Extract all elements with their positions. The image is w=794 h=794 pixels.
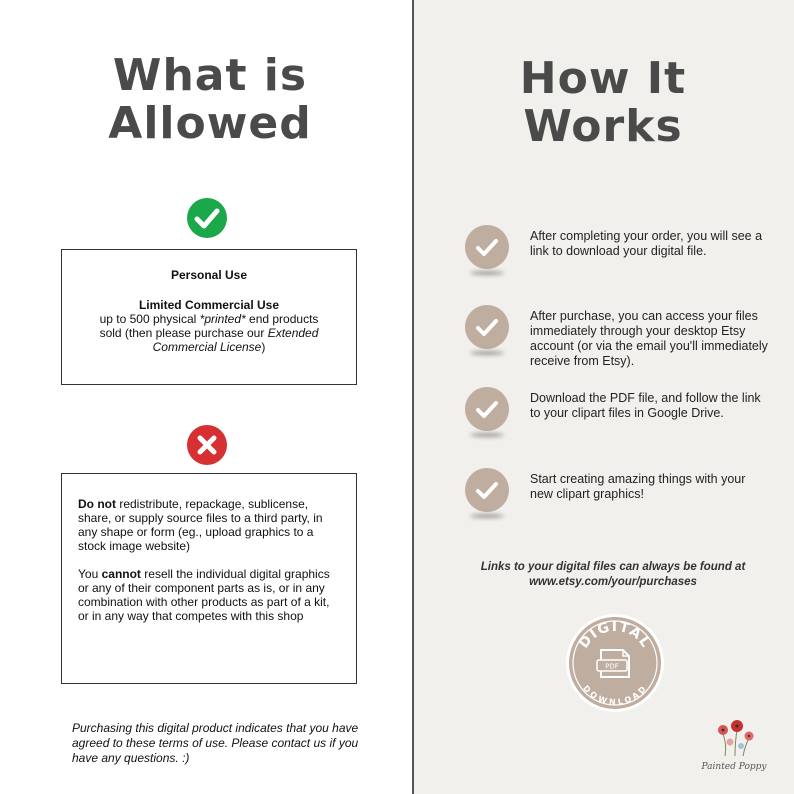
no-resell-text: You cannot resell the individual digital graphics or any of their component parts as is, or in any combination with other products as part of a kit, or in any way that competes with this shop (78, 567, 330, 623)
pdf-label: PDF (605, 662, 619, 671)
allowed-box (61, 249, 357, 385)
commercial-use-title: Limited Commercial Use (138, 298, 280, 312)
how-it-works-heading (468, 55, 738, 151)
allowed-heading (60, 52, 360, 148)
step-text: After completing your order, you will see a link to download your digital file. (530, 229, 763, 258)
allowed-heading-line2: Allowed (108, 98, 312, 149)
how-heading-line1: How It (519, 53, 687, 104)
digital-download-badge (565, 613, 665, 713)
allowed-heading-line1: What is (112, 50, 308, 101)
badge-top-text: DIGITAL (575, 618, 655, 652)
check-badge-icon (187, 198, 227, 238)
purchases-links-note (458, 560, 768, 590)
how-heading-line2: Works (523, 101, 683, 152)
logo-text: Painted Poppy (701, 762, 767, 772)
not-allowed-box (61, 473, 357, 684)
commercial-line1: up to 500 physical *printed* end products (99, 312, 319, 326)
poppy-flowers-icon (711, 716, 757, 760)
commercial-line2: sold (then please purchase our Extended (99, 326, 319, 340)
check-circle-icon (465, 225, 509, 269)
check-circle-icon (465, 468, 509, 512)
no-redistribute-text: Do not redistribute, repackage, sublicense, share, or supply source files to a third party, in any shape or form (eg., upload graphics to a stock image website) (78, 497, 323, 553)
check-circle-icon (465, 387, 509, 431)
links-note-line1: Links to your digital files can always be found at (480, 561, 746, 573)
terms-footnote: Purchasing this digital product indicates that you have agreed to these terms of use. Please contact us if you have any questions. :) (72, 721, 359, 765)
step-text: Download the PDF file, and follow the link to your clipart files in Google Drive. (530, 391, 761, 420)
painted-poppy-logo (694, 716, 774, 782)
badge-bottom-text: DOWNLOAD (581, 683, 649, 707)
links-note-url[interactable]: www.etsy.com/your/purchases (529, 576, 697, 588)
cross-badge-icon (187, 425, 227, 465)
step-text: After purchase, you can access your files immediately through your desktop Etsy account (or via the email you'll immediately receive from Etsy). (530, 309, 768, 368)
commercial-line3: Commercial License) (152, 340, 266, 354)
check-circle-icon (465, 305, 509, 349)
divider (412, 0, 414, 794)
personal-use-title: Personal Use (170, 268, 248, 282)
step-text: Start creating amazing things with your new clipart graphics! (530, 472, 746, 501)
